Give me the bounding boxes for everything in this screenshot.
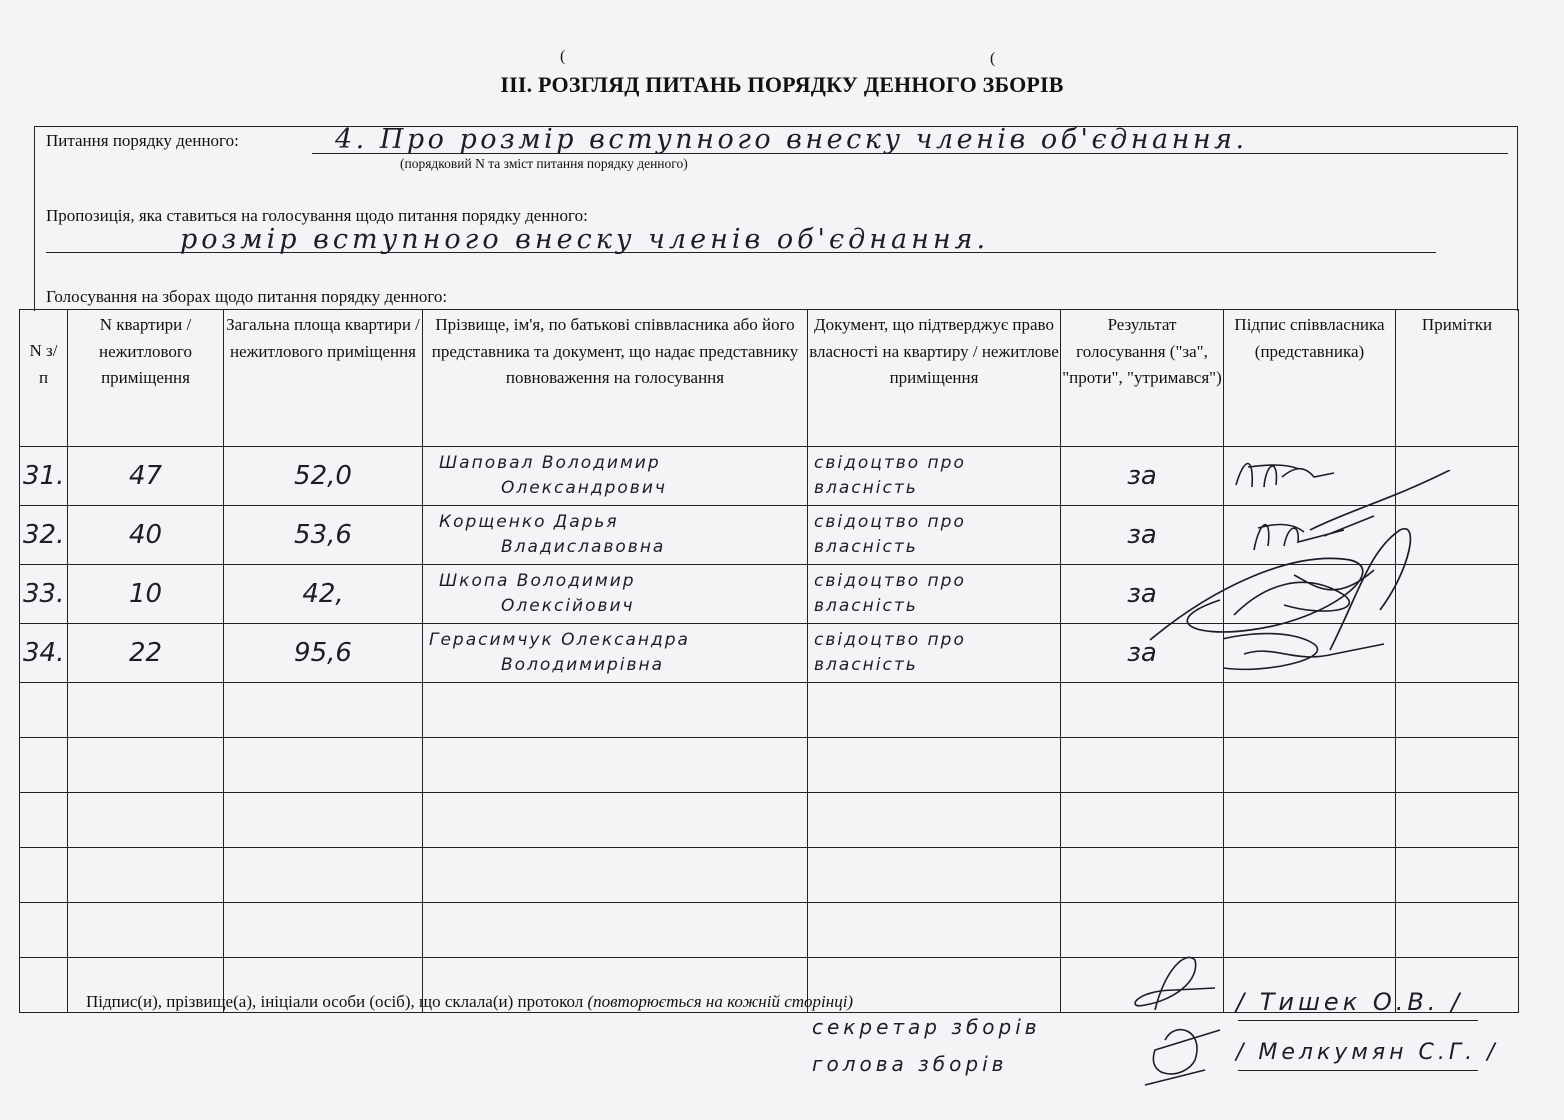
ownership-document: свідоцтво про власність	[808, 624, 1061, 683]
col-header-vote-result: Результат голосування ("за", "проти", "утримався")	[1061, 310, 1224, 447]
corner-mark-2: (	[990, 50, 996, 67]
empty-table-row	[20, 738, 1519, 793]
apartment-area: 95,6	[224, 624, 423, 683]
proposal-handwritten-value: розмір вступного внеску членів об'єднання.	[180, 224, 990, 255]
owner-name: Шкопа Володимир Олексійович	[423, 565, 808, 624]
agenda-label: Питання порядку денного:	[46, 131, 239, 150]
empty-table-row	[20, 903, 1519, 958]
footer-italic-note: (повторюється на кожній сторінці)	[587, 992, 854, 1011]
secretary-name: / Тишек О.В. /	[1236, 988, 1464, 1016]
large-signature	[1130, 470, 1470, 670]
col-header-number: N з/п	[20, 310, 68, 447]
apartment-number: 40	[68, 506, 224, 565]
empty-table-row	[20, 848, 1519, 903]
table-header-row	[20, 310, 1519, 447]
apartment-number: 10	[68, 565, 224, 624]
col-header-ownership-document: Документ, що підтверджує право власності на квартиру / нежитлове приміщення	[808, 310, 1061, 447]
vote-result: за	[1061, 447, 1224, 506]
secretary-role: секретар зборів	[812, 1015, 1041, 1039]
chair-name: / Мелкумян С.Г. /	[1236, 1040, 1499, 1065]
chair-role: голова зборів	[812, 1052, 1008, 1076]
owner-name: Шаповал Володимир Олександрович	[423, 447, 808, 506]
secretary-underline	[1238, 1020, 1478, 1021]
vote-result: за	[1061, 565, 1224, 624]
col-header-area: Загальна площа квартири / нежитлового приміщення	[224, 310, 423, 447]
proposal-label: Пропозиція, яка ставиться на голосування щодо питання порядку денного:	[46, 206, 588, 225]
row-number: 32.	[20, 506, 68, 565]
empty-table-row	[20, 793, 1519, 848]
owner-name: Корщенко Дарья Владиславовна	[423, 506, 808, 565]
row-number: 31.	[20, 447, 68, 506]
ownership-document: свідоцтво про власність	[808, 506, 1061, 565]
apartment-number: 47	[68, 447, 224, 506]
voting-label: Голосування на зборах щодо питання порядку денного:	[46, 287, 448, 306]
apartment-area: 42,	[224, 565, 423, 624]
col-header-signature: Підпис співвласника (представника)	[1224, 310, 1396, 447]
apartment-area: 53,6	[224, 506, 423, 565]
footer-text: Підпис(и), прізвище(а), ініціали особи (осіб), що склала(и) протокол	[86, 992, 584, 1011]
row-number: 34.	[20, 624, 68, 683]
vote-result: за	[1061, 624, 1224, 683]
agenda-handwritten-value: 4. Про розмір вступного внеску членів об'єднання.	[335, 124, 1248, 155]
vote-result: за	[1061, 506, 1224, 565]
col-header-apartment: N квартири / нежитлового приміщення	[68, 310, 224, 447]
col-header-notes: Примітки	[1396, 310, 1519, 447]
owner-name: Герасимчук Олександра Володимирівна	[423, 624, 808, 683]
empty-table-row	[20, 683, 1519, 738]
footer-signatures	[1115, 950, 1225, 1090]
col-header-owner-name: Прізвище, ім'я, по батькові співвласника або його представника та документ, що надає представнику повноваження на голосування	[423, 310, 808, 447]
apartment-area: 52,0	[224, 447, 423, 506]
ownership-document: свідоцтво про власність	[808, 447, 1061, 506]
corner-mark: (	[560, 48, 566, 65]
row-number: 33.	[20, 565, 68, 624]
apartment-number: 22	[68, 624, 224, 683]
footer-signatory-line	[86, 992, 853, 1012]
agenda-hint: (порядковий N та зміст питання порядку денного)	[400, 156, 688, 171]
chair-underline	[1238, 1070, 1478, 1071]
ownership-document: свідоцтво про власність	[808, 565, 1061, 624]
section-title: ІІІ. РОЗГЛЯД ПИТАНЬ ПОРЯДКУ ДЕННОГО ЗБОРІВ	[500, 72, 1064, 97]
